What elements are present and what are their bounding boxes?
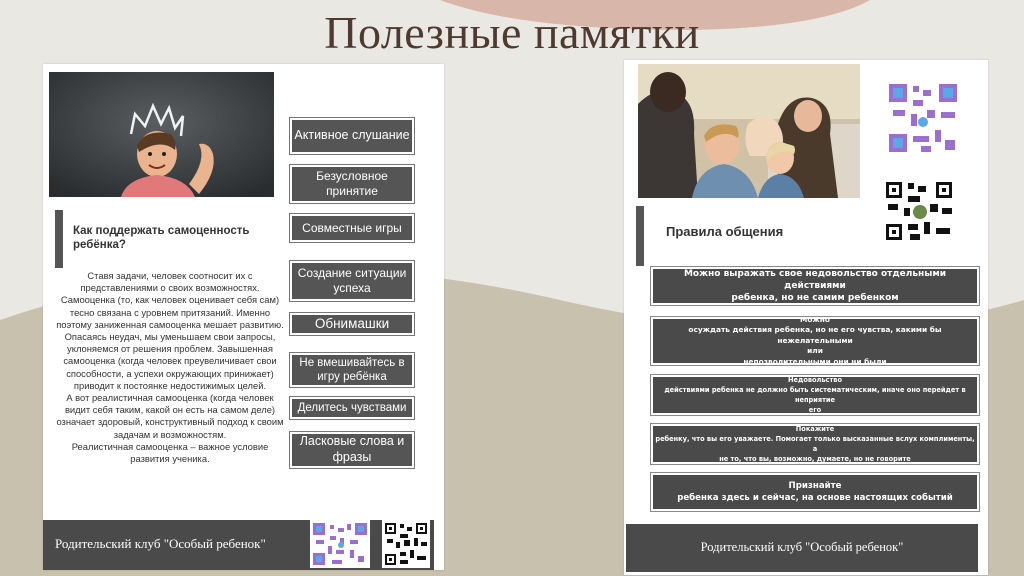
right-heading-accent [636, 206, 644, 266]
boy-with-crown-photo [49, 72, 274, 197]
rule-box-3 [651, 375, 979, 415]
qr-code-colored-icon [310, 520, 370, 568]
rule-1-line-1: Можно выражать свое недовольство отдельными действиями [683, 269, 947, 291]
rule-box-5 [651, 473, 979, 511]
tip-share-feelings: Делитесь чувствами [290, 397, 414, 419]
left-footer [43, 520, 434, 570]
family-photo [638, 64, 860, 198]
right-heading: Правила общения [666, 224, 784, 239]
rule-1-line-2: ребенка, но не самим ребенком [731, 293, 899, 303]
tip-joint-games: Совместные игры [290, 214, 414, 242]
qr-code-black-icon [882, 178, 956, 244]
left-footer-text: Родительский клуб "Особый ребенок" [55, 536, 266, 551]
left-body-text: Ставя задачи, человек соотносит их с представлениями о своих возможностях. Самооценка (то, как человек оценивает себя сам) тесно связана с уровнем притязаний. Именно поэтому заниженная самооценка мешает развитию. Опасаясь неудач, мы уменьшаем свои запросы, уклоняемся от решения проблем. Завышенная самооценка (когда человек преувеличивает свои способности, а успехи окружающих принижает) приводит к постоянке недостижимых целей. А вот реалистичная самооценка (когда человек видит себя таким, какой он есть на самом деле) означает здоровый, конструктивный подход к своим задачам и возможностям. Реалистичная самооценка – важное условие развития ученика. [56, 270, 284, 465]
rule-4-line-1: Покажите [795, 425, 835, 433]
page-title: Полезные памятки [324, 7, 700, 58]
rule-4-line-2: ребенку, что вы его уважаете. Помогает только высказанные вслух комплименты, а [655, 435, 975, 453]
right-memo-card [624, 60, 988, 575]
rule-3-line-3: его [808, 406, 822, 414]
rule-3-line-2: действиями ребенка не должно быть систематическим, иначе оно перейдет в неприятие [664, 386, 966, 404]
tip-unconditional-acceptance: Безусловное принятие [290, 165, 414, 203]
rule-5-line-2: ребенка здесь и сейчас, на основе настоящих событий [677, 493, 953, 503]
qr-code-colored-icon [885, 80, 961, 156]
right-footer-text: Родительский клуб "Особый ребенок" [700, 540, 904, 554]
rule-box-1 [651, 267, 979, 305]
rule-2-line-3: или [807, 346, 823, 356]
rule-2-line-1: Можно [800, 314, 830, 324]
tip-hugs: Обнимашки [290, 313, 414, 335]
right-footer [626, 524, 978, 572]
rule-4-line-3: не то, что вы, возможно, думаете, но не говорите [719, 455, 911, 463]
rule-box-2 [651, 314, 979, 366]
rule-box-4 [651, 424, 979, 464]
tip-dont-interfere: Не вмешивайтесь в игру ребёнка [290, 353, 414, 387]
rule-2-line-2: осуждать действия ребенка, но не его чувства, какими бы нежелательными [688, 325, 942, 345]
left-heading-accent [55, 210, 63, 268]
tip-active-listening: Активное слушание [290, 118, 414, 154]
left-heading: Как поддержать самоценность ребёнка? [73, 225, 250, 251]
tip-create-success: Создание ситуации успеха [290, 261, 414, 301]
rule-5-line-1: Признайте [788, 481, 842, 491]
rule-3-line-1: Недовольство [788, 376, 842, 384]
tip-kind-words: Ласковые слова и фразы [290, 432, 414, 468]
qr-code-black-icon [382, 520, 430, 568]
left-memo-card [43, 64, 444, 570]
rule-2-line-4: непозволительными они ни были [743, 356, 887, 366]
